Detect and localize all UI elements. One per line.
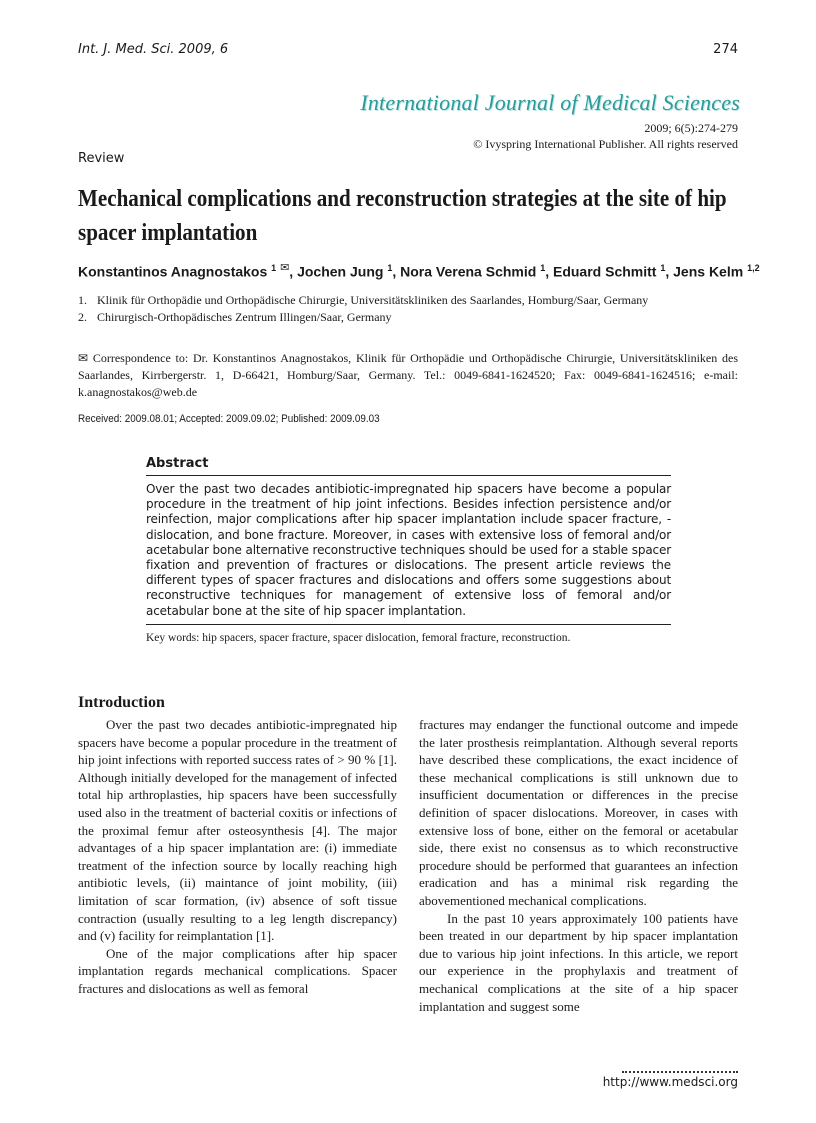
affiliation-text: Klinik für Orthopädie und Orthopädische Chirurgie, Universitätskliniken des Saarlandes, Homburg/Saar, Germany <box>97 293 649 307</box>
author-affiliation-marker: 1,2 <box>747 263 760 273</box>
affiliation-number: 2. <box>78 310 87 324</box>
author-name: Nora Verena Schmid <box>400 263 537 280</box>
publication-dates: Received: 2009.08.01; Accepted: 2009.09.02; Published: 2009.09.03 <box>78 413 380 425</box>
paragraph: fractures may endanger the functional outcome and impede the later prosthesis reimplantation. Although several reports have described these complications, the exact incidence of these mechanical complications is still unknown due to insufficient documentation or differences in the precise definition of spacer dislocations. Moreover, in cases with extensive loss of bone, either on the femoral or acetabular side, there exist no consensus as to which reconstructive procedure should be performed that guarantees an infection eradication and has a minimal risk regarding the abovementioned mechanical complications. <box>419 717 738 908</box>
affiliation-text: Chirurgisch-Orthopädisches Zentrum Illingen/Saar, Germany <box>97 310 392 324</box>
correspondence-text: Correspondence to: Dr. Konstantinos Anagnostakos, Klinik für Orthopädie und Orthopädische Chirurgie, Universitätskliniken des Saarlandes, Kirrbergerstr. 1, D-66421, Homburg/Saar, Germany. Tel.: 0049-6841-1624520; Fax: 0049-6841-1624516; e-mail: k.anagnostakos@web.de <box>78 351 738 399</box>
affiliation-item <box>78 292 648 309</box>
copyright-notice: © Ivyspring International Publisher. All rights reserved <box>473 137 738 151</box>
journal-logo: International Journal of Medical Sciences <box>360 90 740 115</box>
abstract-text: Over the past two decades antibiotic-impregnated hip spacers have become a popular procedure in the treatment of hip joint infections. Besides infection persistence and/or reinfection, major complications after hip spacer implantation include spacer fracture, -dislocation, and bone fracture. Moreover, in cases with extensive loss of femoral and/or acetabular bone alternative reconstructive techniques should be used for a stable spacer fixation and prevention of fractures or dislocations. The present article reviews the different types of spacer fractures and dislocations and offers some suggestions about reconstructive techniques for management of extensive loss of femoral and/or acetabular bone at the site of hip spacer implantation. <box>146 476 671 625</box>
author-list: Konstantinos Anagnostakos $^1$ ✉, Jochen Jung $^1$, Nora Verena Schmid $^1$, Eduard Schmitt $^1$, Jens Kelm $^{1,2}$ <box>78 262 760 280</box>
keywords: Key words: hip spacers, spacer fracture, spacer dislocation, femoral fracture, reconstruction. <box>146 631 571 644</box>
envelope-icon: ✉ <box>78 351 89 365</box>
journal-reference: Int. J. Med. Sci. 2009, 6 <box>78 42 229 57</box>
author-name: Jochen Jung <box>297 263 384 280</box>
paragraph: One of the major complications after hip spacer implantation regards mechanical complications. Spacer fractures and dislocations as well as femoral <box>78 945 397 996</box>
author-name: Jens Kelm <box>673 263 744 280</box>
footer-url-link[interactable]: http://www.medsci.org <box>602 1075 738 1089</box>
affiliations <box>78 292 648 326</box>
text-column-left <box>78 716 397 998</box>
affiliation-number: 1. <box>78 293 87 307</box>
author-affiliation-marker: 1 <box>660 263 666 273</box>
footer-divider <box>622 1071 738 1073</box>
author-affiliation-marker: 1 <box>271 263 277 273</box>
section-heading-introduction: Introduction <box>78 694 165 711</box>
envelope-icon[interactable]: ✉ <box>280 262 290 274</box>
article-title: Mechanical complications and reconstruction strategies at the site of hip spacer implantation <box>78 185 727 246</box>
paragraph: In the past 10 years approximately 100 patients have been treated in our department by hip spacer implantation due to various hip joint infections. In this article, we report our experience in the prophylaxis and treatment of mechanical complications at the site of a hip spacer implantation and suggest some <box>419 910 738 1014</box>
page-number: 274 <box>713 42 738 57</box>
abstract-box <box>146 456 671 644</box>
citation: 2009; 6(5):274-279 <box>644 121 738 135</box>
article-type: Review <box>78 151 125 166</box>
correspondence <box>78 350 738 401</box>
text-column-right <box>419 716 738 1015</box>
author-name: Eduard Schmitt <box>552 263 657 280</box>
paragraph: Over the past two decades antibiotic-impregnated hip spacers have become a popular procedure in the treatment of hip joint infections with reported success rates of > 90 % [1]. Although initially developed for the management of infected total hip arthroplasties, hip spacers have been successfully used also in the treatment of bacterial coxitis or infections of the proximal femur after osteosynthesis [4]. The major advantages of a hip spacer implantation are: (i) immediate treatment of the infection source by locally reaching high antibiotic levels, (ii) maintance of joint mobility, (iii) limitation of scar formation, (iv) absence of soft tissue contraction (usually resulting to a leg length discrepancy) and (v) facility for reimplantation [1]. <box>78 717 397 944</box>
author-name: Konstantinos Anagnostakos <box>78 263 268 280</box>
abstract-heading: Abstract <box>146 456 671 476</box>
affiliation-item <box>78 309 648 326</box>
author-affiliation-marker: 1 <box>540 263 546 273</box>
author-affiliation-marker: 1 <box>387 263 393 273</box>
